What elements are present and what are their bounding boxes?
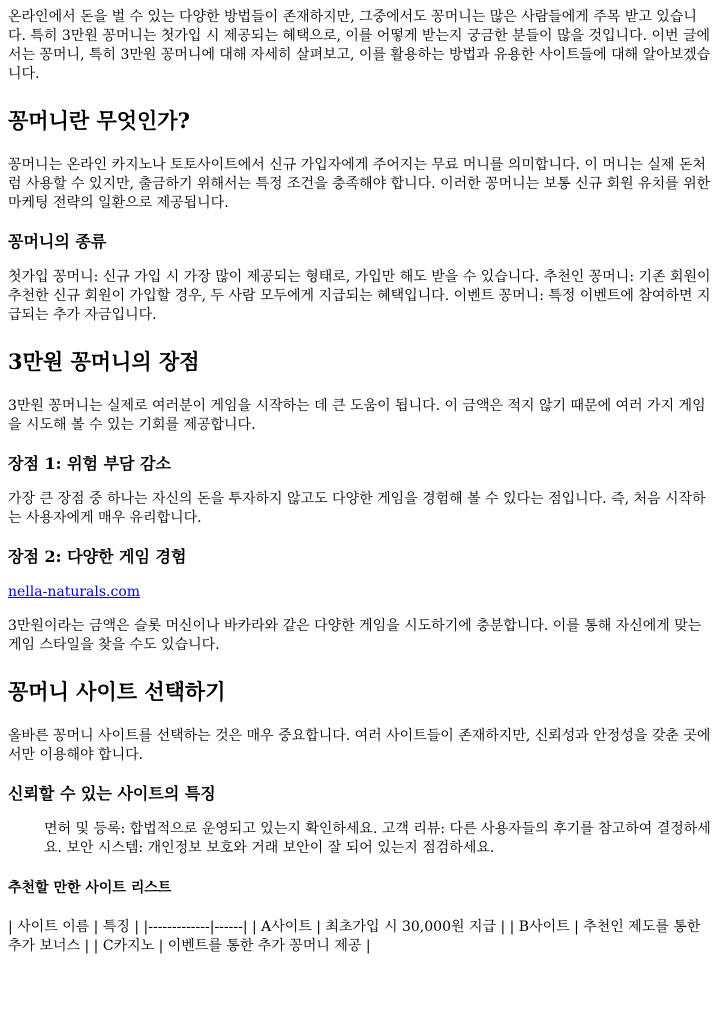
heading-types: 꽁머니의 종류 [8, 232, 107, 251]
heading-advantage-2: 장점 2: 다양한 게임 경험 [8, 547, 187, 566]
site-table-text: | 사이트 이름 | 특징 | |-------------|------| | A사이트 | 최초가입 시 30,000원 지급 | | B사이트 | 추천인 제도를 통한 추가 보너스 | | C카지노 | 이벤트를 통한 추가 꽁머니 제공 | [8, 919, 701, 954]
advantage-2-paragraph: 3만원이라는 금액은 슬롯 머신이나 바카라와 같은 다양한 게임을 시도하기에 충분합니다. 이를 통해 자신에게 맞는 게임 스타일을 찾을 수도 있습니다. [8, 618, 702, 653]
heading-select-site: 꽁머니 사이트 선택하기 [8, 679, 226, 704]
link-paragraph [8, 583, 712, 602]
heading-trust-features: 신뢰할 수 있는 사이트의 특징 [8, 784, 216, 803]
heading-advantage-1: 장점 1: 위험 부담 감소 [8, 454, 171, 473]
heading-advantages: 3만원 꽁머니의 장점 [8, 349, 200, 374]
external-link[interactable]: nella-naturals.com [8, 584, 141, 600]
heading-recommended-list: 추천할 만한 사이트 리스트 [8, 880, 172, 896]
heading-what-is: 꽁머니란 무엇인가? [8, 108, 190, 133]
select-site-paragraph: 올바른 꽁머니 사이트를 선택하는 것은 매우 중요합니다. 여러 사이트들이 존재하지만, 신뢰성과 안정성을 갖춘 곳에서만 이용해야 합니다. [8, 728, 711, 763]
list-item: 면허 및 등록: 합법적으로 운영되고 있는지 확인하세요. 고객 리뷰: 다른 사용자들의 후기를 참고하여 결정하세요. 보안 시스템: 개인정보 보호와 거래 보안이 잘 되어 있는지 점검하세요. [44, 821, 711, 856]
what-is-paragraph: 꽁머니는 온라인 카지노나 토토사이트에서 신규 가입자에게 주어지는 무료 머니를 의미합니다. 이 머니는 실제 돈처럼 사용할 수 있지만, 출금하기 위해서는 특정 조건을 충족해야 합니다. 이러한 꽁머니는 보통 신규 회원 유치를 위한 마케팅 전략의 일환으로 제공됩니다. [8, 157, 711, 211]
types-paragraph: 첫가입 꽁머니: 신규 가입 시 가장 많이 제공되는 형태로, 가입만 해도 받을 수 있습니다. 추천인 꽁머니: 기존 회원이 추천한 신규 회원이 가입할 경우, 두 사람 모두에게 지급되는 혜택입니다. 이벤트 꽁머니: 특정 이벤트에 참여하면 지급되는 추가 자금입니다. [8, 269, 711, 323]
intro-paragraph: 온라인에서 돈을 벌 수 있는 다양한 방법들이 존재하지만, 그중에서도 꽁머니는 많은 사람들에게 주목 받고 있습니다. 특히 3만원 꽁머니는 첫가입 시 제공되는 혜택으로, 이를 어떻게 받는지 궁금한 분들이 많을 것입니다. 이번 글에서는 꽁머니, 특히 3만원 꽁머니에 대해 자세히 살펴보고, 이를 활용하는 방법과 유용한 사이트들에 대해 알아보겠습니다. [8, 9, 711, 82]
advantages-paragraph: 3만원 꽁머니는 실제로 여러분이 게임을 시작하는 데 큰 도움이 됩니다. 이 금액은 적지 않기 때문에 여러 가지 게임을 시도해 볼 수 있는 기회를 제공합니다. [8, 398, 706, 433]
trust-features-list [8, 820, 712, 858]
advantage-1-paragraph: 가장 큰 장점 중 하나는 자신의 돈을 투자하지 않고도 다양한 게임을 경험해 볼 수 있다는 점입니다. 즉, 처음 시작하는 사용자에게 매우 유리합니다. [8, 491, 706, 526]
article [0, 8, 720, 956]
